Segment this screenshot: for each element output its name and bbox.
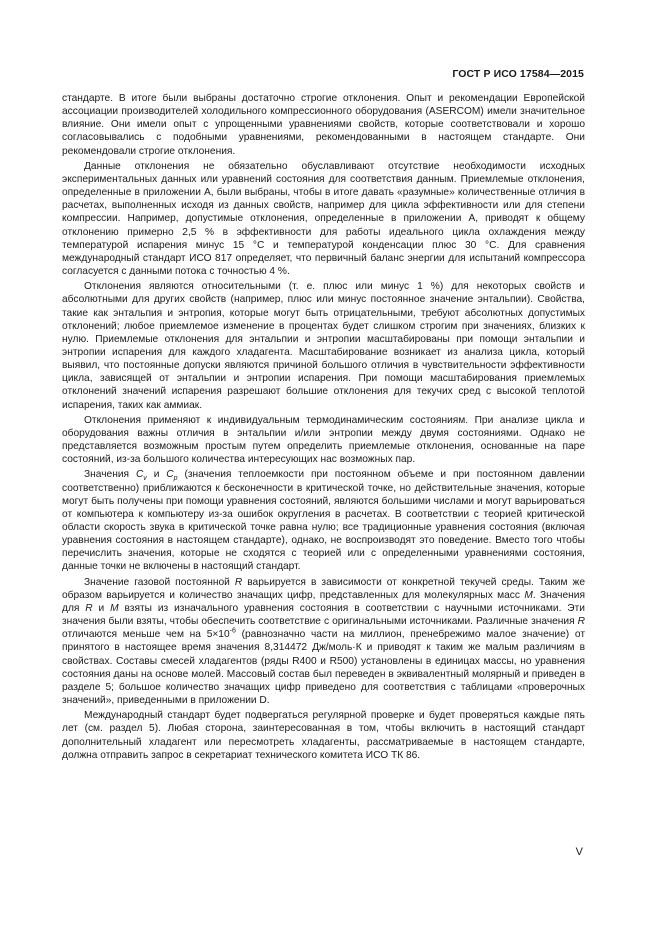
cp-symbol: $C_p$ [166, 469, 178, 483]
m-symbol: M [524, 589, 533, 601]
exponent: -6 [229, 627, 236, 635]
paragraph-5 [62, 468, 585, 573]
main-text [62, 92, 585, 764]
page-number: V [575, 846, 583, 858]
r-symbol: R [234, 576, 243, 588]
paragraph-1: стандарте. В итоге были выбраны достаточно строгие отклонения. Опыт и рекомендации Европейской ассоциации производителей холодильного компрессионного оборудования (ASERCOM) имели значительное влияние. Они имели опыт с упрощенными уравнениями свойств, которые соответствовали и хорошо согласовывались с подобными уравнениями, рекомендованными в настоящем стандарте. Они рекомендовали строгие отклонения. [62, 93, 585, 157]
document-code: ГОСТ Р ИСО 17584—2015 [452, 68, 584, 80]
p5-prefix: Значения [84, 469, 136, 481]
paragraph-6: Значение газовой постоянной R варьируется в зависимости от конкретной текучей среды. Таким же образом варьируется и количество значащих цифр, представленных для молекулярных масс M. Значения для R и M взяты из изначального уравнения состояния в соответствии с научными источниками. Эти значения были взяты, чтобы обеспечить соответствие с оригинальными источниками. Различные значения R отличаются меньше чем на $5\times 10^{-6}$ (равнозначно части на миллион, пренебрежимо малое значение) от принятого в настоящее время значения 8,314472 Дж/моль·К и приводят к таким же малым различиям в свойствах. Составы смесей хладагентов (ряды R400 и R500) установлены в единицах массы, но уравнения состояния даны на основе молей. Массовый состав был переведен в эквивалентный молярный и приведен в разделе 5; большое количество значащих цифр приведено для соответствия с таблицами «проверочных значений», приведенными в приложении D. [62, 576, 585, 707]
paragraph-2: Данные отклонения не обязательно обуславливают отсутствие необходимости исходных экспериментальных данных или уравнений состояния для соответствия данным. Приемлемые отклонения, определенные в приложении А, были выбраны, чтобы в итоге давать «разумные» количественные отличия в расчетах, выполненных исходя из данных свойств, например для цикла эффективности или для степени компрессии. Например, допустимые отклонения, определенные в приложении А, приводят к общему отклонению примерно 2,5 % в эффективности для работы идеального цикла охлаждения между температурой испарения минус 15 °С и температурой конденсации плюс 30 °С. Для сравнения международный стандарт ИСО 817 определяет, что первичный баланс энергии для испытаний компрессора согласуется с данными потока с точностью 4 %. [62, 160, 585, 278]
cv-symbol: $C_v$ [135, 469, 147, 483]
paragraph-3: Отклонения являются относительными (т. е. плюс или минус 1 %) для некоторых свойств и абсолютными для других свойств (например, плюс или минус постоянное значение энтальпии). Свойства, такие как энтальпия и энтропия, которые могут быть отрицательными, требуют абсолютных допустимых отклонений; любое приемлемое изменение в процентах будет слишком строгим при значениях, близких к нулю. Приемлемые отклонения для энтальпии и энтропии масштабированы при помощи энтальпии и энтропии испарения для каждого хладагента. Масштабирование возникает из анализа цикла, который выявил, что постоянные допуски являются причиной большого отличия в чувствительности эффективности цикла, зависящей от энтальпии и энтропии испарения. При помощи масштабирования приемлемых отклонений значений испарения разрешают большие отклонения для текучих сред с высокой теплотой испарения, таких как аммиак. [62, 281, 585, 411]
paragraph-7: Международный стандарт будет подвергаться регулярной проверке и будет проверяться каждые пять лет (см. раздел 5). Любая сторона, заинтересованная в том, чтобы включить в настоящий стандарт дополнительный хладагент или пересмотреть хладагенты, рассматриваемые в настоящем стандарте, должна отправить запрос в секретариат технического комитета ИСО ТК 86. [62, 710, 585, 761]
p5-text: (значения теплоемкости при постоянном объеме и при постоянном давлении соответственно) приближаются к бесконечности в критической точке, но действительные значения, которые могут быть получены при помощи уравнения состояний, являются большими числами и могут варьироваться от компьютера к компьютеру из-за ошибок округления в расчетах. В соответствии с теорией критической области скорость звука в критической точке равна нулю; все традиционные уравнения состояния (включая уравнения состояния в настоящем стандарте), однако, не воспроизводят это поведение. Вместо того чтобы перечислить значения, которые не сходятся с теорией или с определенными уравнениями состояния, данные точки не включены в настоящий стандарт. [62, 469, 585, 573]
p5-and: и [146, 469, 167, 481]
paragraph-4: Отклонения применяют к индивидуальным термодинамическим состояниям. При анализе цикла и оборудования важны отличия в энтальпии и/или энтропии между двумя состояниями. Однако не представляется возможным простым путем определить приемлемые отклонения, основанные на паре состояний, из-за большого количества интересующих нас возможных пар. [62, 414, 585, 466]
